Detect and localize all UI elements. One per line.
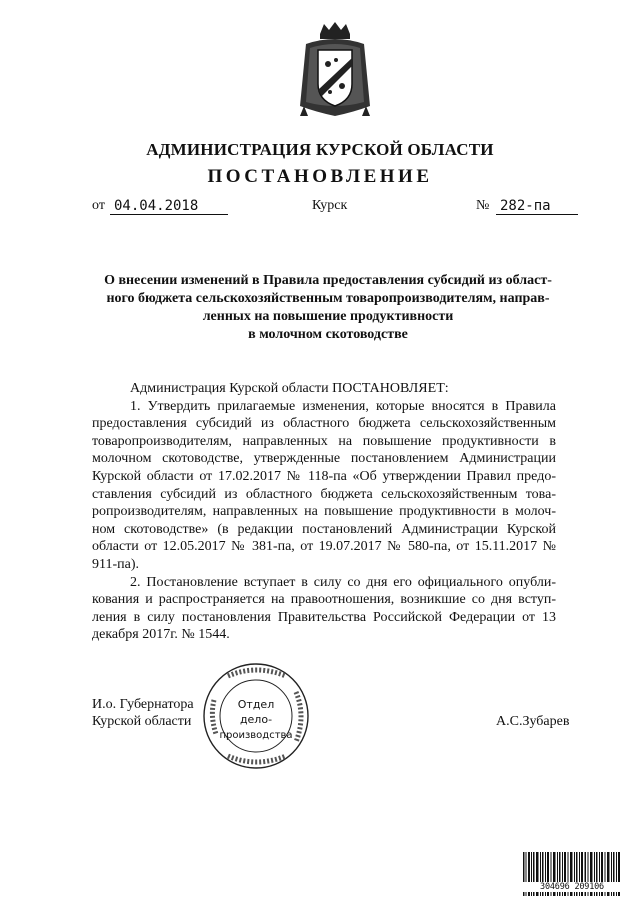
stamp-text: Отдел	[237, 698, 275, 711]
subject-line: в молочном скотоводстве	[248, 327, 408, 342]
resolution-intro: Администрация Курской области ПОСТАНОВЛЯЕТ:	[130, 381, 449, 396]
office-stamp-seal	[200, 660, 312, 772]
paragraph-2: 2. Постановление вступает в силу со дня его официального опубли-кования и распространяется на правоотношения, возникшие со дня вступ-ления в силу постановления Правительства Российской Федерации от 13 декабря 2017г. № 1544.	[92, 574, 556, 643]
document-date: 04.04.2018	[110, 198, 228, 215]
coat-of-arms-emblem	[296, 20, 374, 120]
number-label: №	[476, 198, 490, 213]
organization-name: АДМИНИСТРАЦИЯ КУРСКОЙ ОБЛАСТИ	[146, 140, 494, 159]
subject-line: ленных на повышение продуктивности	[202, 309, 454, 324]
paragraph-1: 1. Утвердить прилагаемые изменения, которые вносятся в Правила предоставления субсидий из областного бюджета сельскохозяйственным товаропроизводителям, направленных на повышение продуктивности в молочном скотоводстве, утвержденные постановлением Администрации Курской области от 17.02.2017 № 118-па «Об утверждении Правил предо-ставления субсидий из областного бюджета сельскохозяйственным това-ропроизводителям, направленных на повышение продуктивности в молоч-ном скотоводстве» (в редакции постановлений Администрации Курской области от 12.05.2017 № 381-па, от 19.07.2017 № 580-па, от 15.11.2017 № 911-па).	[92, 398, 556, 572]
signatory-name: А.С.Зубарев	[496, 714, 570, 729]
stamp-text: производства	[219, 730, 293, 741]
date-label: от	[92, 198, 105, 213]
document-number: 282-па	[496, 198, 578, 215]
document-type-title: ПОСТАНОВЛЕНИЕ	[207, 166, 433, 187]
subject-line: ного бюджета сельскохозяйственным товаропроизводителям, направ-	[106, 291, 550, 306]
position-line: И.о. Губернатора	[92, 697, 194, 712]
document-body	[92, 380, 556, 644]
subject-line: О внесении изменений в Правила предоставления субсидий из област-	[104, 273, 552, 288]
document-subject	[86, 272, 570, 344]
signatory-position	[92, 696, 194, 730]
position-line: Курской области	[92, 714, 192, 729]
barcode-number: 304696 209106	[522, 882, 622, 892]
stamp-text: дело-	[239, 713, 273, 726]
document-city: Курск	[312, 198, 348, 213]
